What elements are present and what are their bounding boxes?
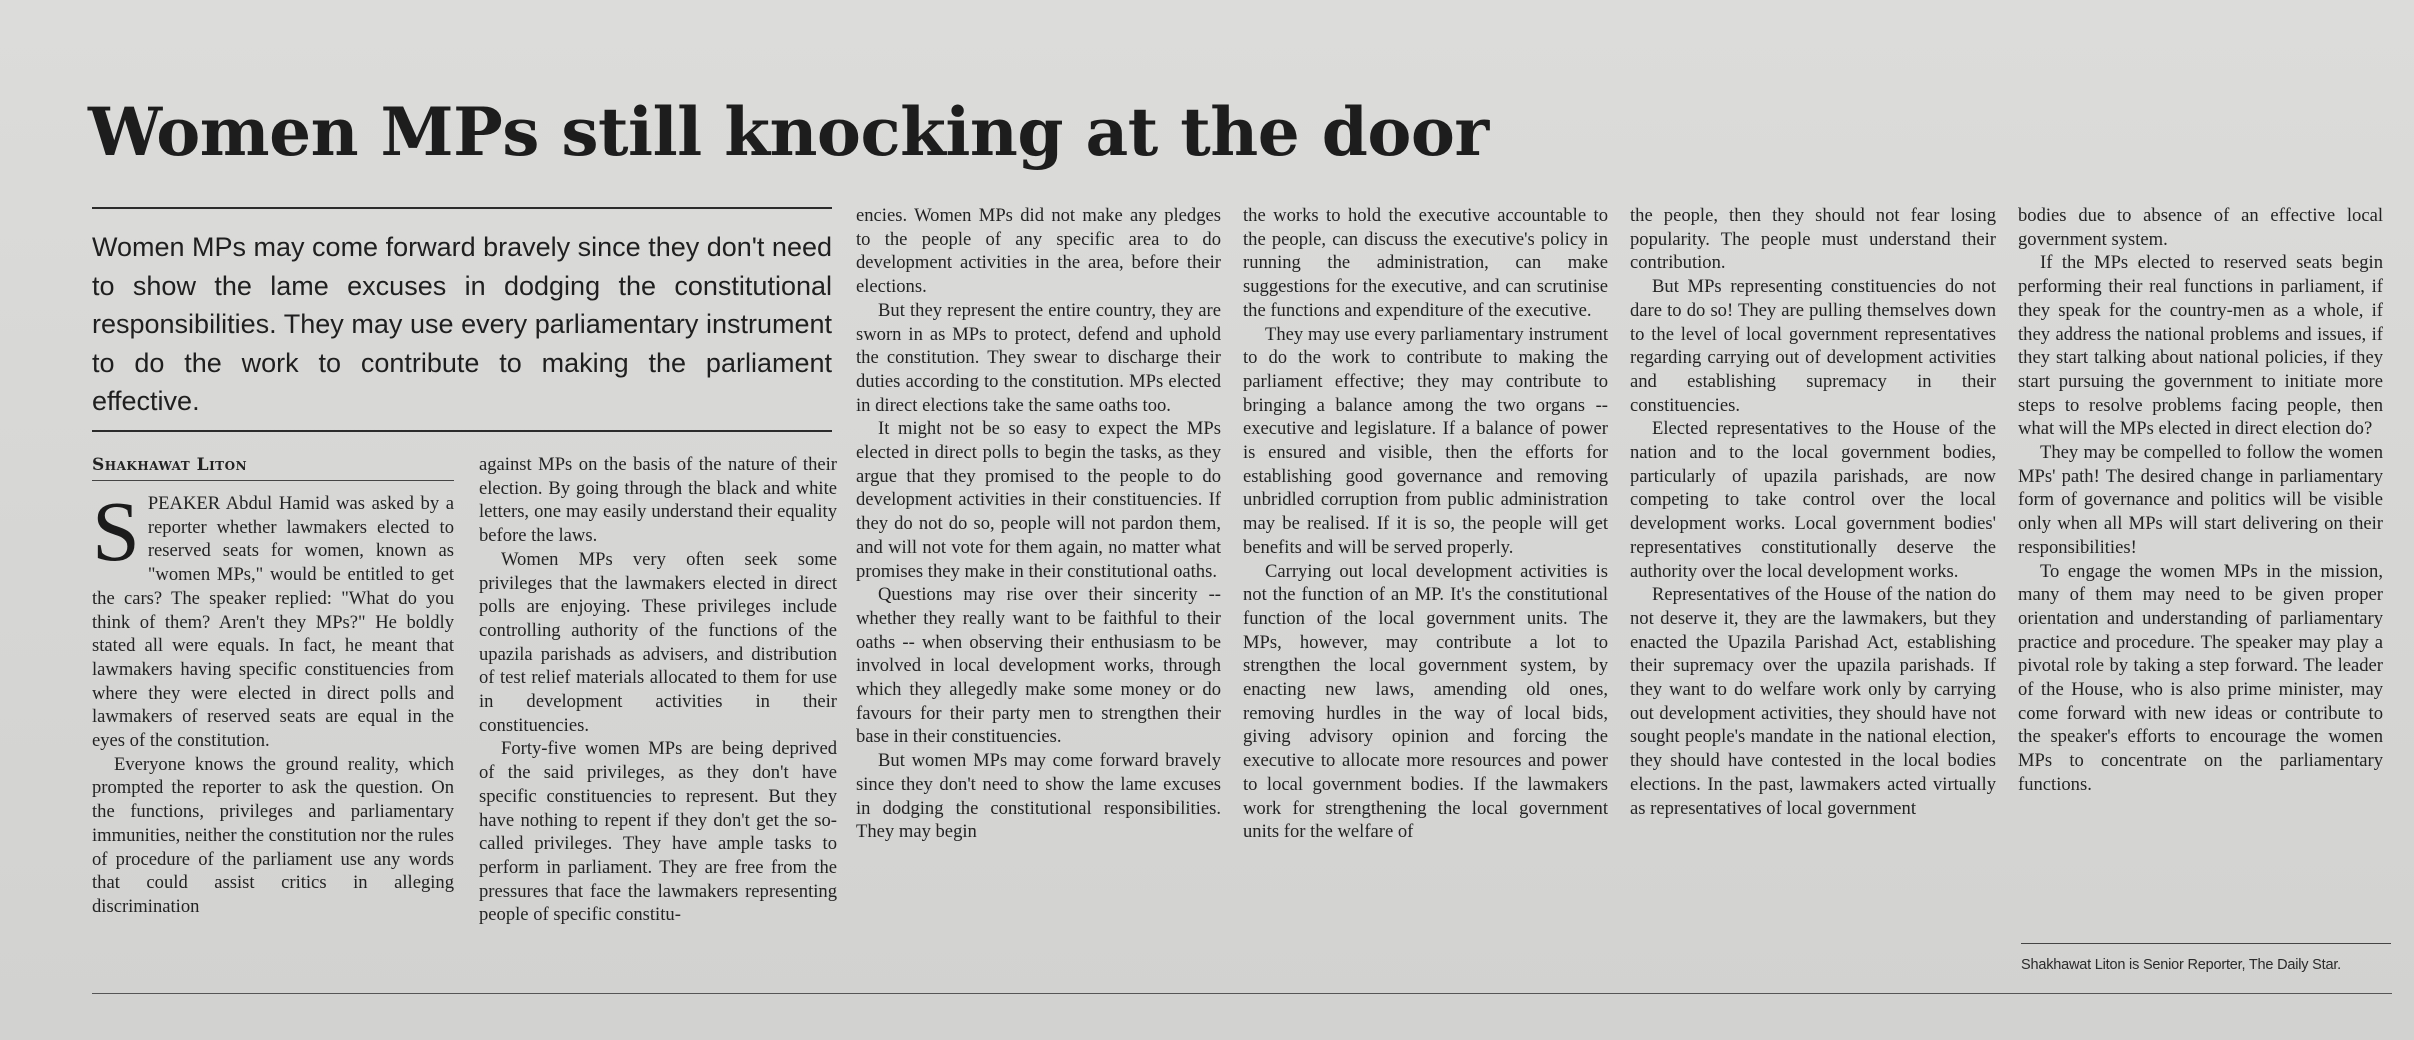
paragraph: Forty-five women MPs are being deprived of the said privileges, as they don't have specific constituencies to represent. But they have nothing to repent if they don't get the so-called privileges. They have ample tasks to perform in parliament. They are free from the pressures that face the lawmakers representing people of specific constitu-: [479, 738, 837, 926]
paragraph: Representatives of the House of the nation do not deserve it, they are the lawmakers, but they enacted the Upazila Parishad Act, establishing their supremacy over the upazila parishads. If they want to do welfare work only by carrying out development activities, they should have not sought people's mandate in the national election, they should have contested in the local bodies elections. In the past, lawmakers acted virtually as representatives of local government: [1630, 584, 1996, 819]
standfirst-top-rule: [92, 207, 832, 209]
paragraph: the works to hold the executive accountable to the people, can discuss the executive's policy in running the administration, can make suggestions for the executive, and can scrutinise the functions and expenditure of the executive.: [1243, 205, 1608, 321]
author-bio: Shakhawat Liton is Senior Reporter, The Daily Star.: [2021, 957, 2341, 973]
paragraph: against MPs on the basis of the nature of their election. By going through the black and white letters, one may easily understand their equality before the laws.: [479, 454, 837, 547]
paragraph: the people, then they should not fear losing popularity. The people must understand their contribution.: [1630, 205, 1996, 274]
byline: Shakhawat Liton: [92, 455, 248, 475]
column-5: [1630, 204, 1996, 994]
paragraph: Carrying out local development activities is not the function of an MP. It's the constitutional function of the local government units. The MPs, however, may contribute a lot to strengthen the local government system, by enacting new laws, amending old ones, removing hurdles in the way of local bids, giving advisory opinion and forcing the executive to allocate more resources and power to local government bodies. If the lawmakers work for strengthening the local government units for the welfare of: [1243, 560, 1608, 843]
paragraph: encies. Women MPs did not make any pledges to the people of any specific area to do development activities in the area, before their elections.: [856, 205, 1221, 298]
paragraph: Everyone knows the ground reality, which prompted the reporter to ask the question. On the functions, privileges and parliamentary immunities, neither the constitution nor the rules of procedure of the parliament use any words that could assist critics in alleging discrimination: [92, 753, 454, 917]
paragraph: If the MPs elected to reserved seats begin performing their real functions in parliament, if they speak for the country-men as a whole, if they address the national problems and issues, if they start talking about national policies, if they start pursuing the government to initiate more steps to resolve problems facing people, then what will the MPs elected in direct election do?: [2018, 252, 2383, 440]
standfirst: Women MPs may come forward bravely since they don't need to show the lame excuses in dodging the constitutional responsibilities. They may use every parliamentary instrument to do the work to contribute to making the parliament effective.: [92, 232, 832, 416]
bottom-rule: [92, 993, 2392, 994]
paragraph: Questions may rise over their sincerity -- whether they really want to be faithful to their oaths -- when observing their enthusiasm to be involved in local development works, through which they allegedly make some money or do favours for their party men to strengthen their base in their constituencies.: [856, 584, 1221, 748]
paragraph-text: PEAKER Abdul Hamid was asked by a reporter whether lawmakers elected to reserved seats for women, known as "women MPs," would be entitled to get the cars? The speaker replied: "What do you think of them? Aren't they MPs?" He boldly stated all were equals. In fact, he meant that lawmakers having specific constituencies from where they were elected in direct polls and lawmakers of reserved seats are equal in the eyes of the constitution.: [92, 493, 454, 752]
paragraph: But women MPs may come forward bravely since they don't need to show the lame excuses in dodging the constitutional responsibilities. They may begin: [856, 750, 1221, 843]
paragraph: But they represent the entire country, they are sworn in as MPs to protect, defend and uphold the constitution. They swear to discharge their duties according to the constitution. MPs elected in direct elections take the same oaths too.: [856, 299, 1221, 416]
paragraph: [92, 492, 454, 753]
column-4: [1243, 204, 1608, 994]
byline-rule: [92, 480, 454, 481]
column-6: [2018, 204, 2383, 944]
paragraph: Women MPs very often seek some privileges that the lawmakers elected in direct polls are enjoying. These privileges include controlling authority of the functions of the upazila parishads as advisers, and distribution of test relief materials allocated to them for use in development activities in their constituencies.: [479, 548, 837, 736]
paragraph: It might not be so easy to expect the MPs elected in direct polls to begin the tasks, as they argue that they promised to the people to do development activities in their constituencies. If they do not do so, people will not pardon them, and will not vote for them again, no matter what promises they make in their constitutional oaths.: [856, 418, 1221, 582]
paragraph: bodies due to absence of an effective local government system.: [2018, 205, 2383, 250]
column-3: [856, 204, 1221, 994]
paragraph: To engage the women MPs in the mission, many of them may need to be given proper orientation and understanding of parliamentary practice and procedure. The speaker may play a pivotal role by taking a step forward. The leader of the House, who is also prime minister, may come forward with new ideas or contribute to the speaker's efforts to encourage the women MPs to concentrate on the parliamentary functions.: [2018, 560, 2383, 795]
paragraph: But MPs representing constituencies do not dare to do so! They are pulling themselves down to the level of local government representatives regarding carrying out of development activities and establishing supremacy in their constituencies.: [1630, 276, 1996, 416]
paragraph: Elected representatives to the House of the nation and to the local government bodies, particularly of upazila parishads, are now competing to take control over the local development works. Local government bodies' representatives constitutionally deserve the authority over the local development works.: [1630, 418, 1996, 582]
drop-cap: S: [92, 492, 140, 579]
column-2: [479, 453, 837, 993]
bio-rule: [2021, 943, 2391, 944]
paragraph: They may use every parliamentary instrument to do the work to contribute to making the parliament effective; they may contribute to bringing a balance among the two organs -- executive and legislature. If a balance of power is ensured and visible, then the efforts for establishing good governance and removing unbridled corruption from public administration may be realised. If it is so, the people will get benefits and will be served properly.: [1243, 323, 1608, 558]
column-1: [92, 492, 454, 992]
headline: Women MPs still knocking at the door: [88, 93, 1489, 172]
standfirst-bottom-rule: [92, 430, 832, 432]
paragraph: They may be compelled to follow the women MPs' path! The desired change in parliamentary form of governance and politics will be visible only when all MPs will start delivering on their responsibilities!: [2018, 442, 2383, 558]
